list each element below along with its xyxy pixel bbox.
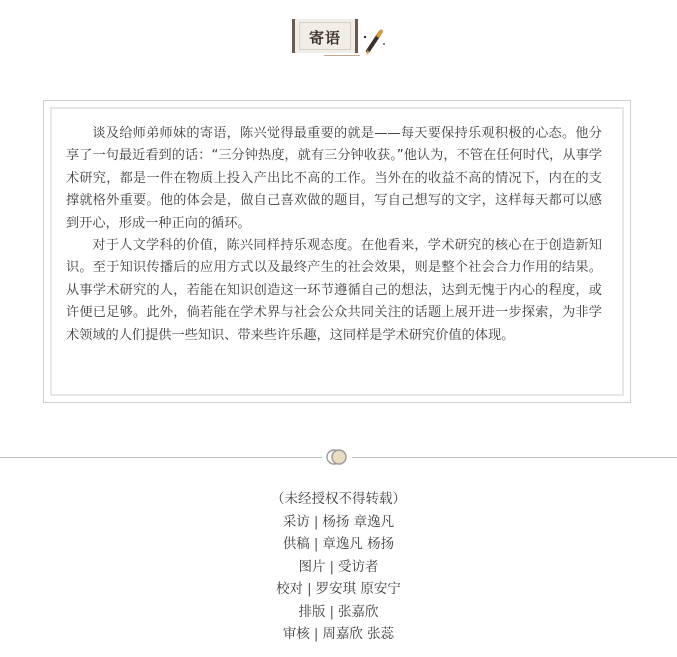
credit-names: 罗安琪 原安宁: [315, 581, 401, 597]
credit-line-photos: [0, 556, 677, 579]
credit-role: 采访: [282, 513, 310, 530]
title-underline: [324, 55, 360, 56]
credit-role: 排版: [298, 603, 326, 620]
credit-line-review: [0, 623, 677, 646]
credits: [0, 488, 677, 646]
credit-names: 周嘉欣 张蕊: [322, 626, 395, 642]
quote-paragraph-2: 对于人文学科的价值，陈兴同样持乐观态度。在他看来，学术研究的核心在于创造新知识。至于知识传播后的应用方式以及最终产生的社会效果，则是整个社会合力作用的结果。从事学术研究的人，若能在知识创造这一环节遵循自己的想法，达到无愧于内心的程度，或许便已足够。此外，倘若能在学术界与社会公众共同关注的话题上展开进一步探索，为非学术领域的人们提供一些知识、带来些许乐趣，这同样是学术研究价值的体现。: [66, 238, 602, 343]
credit-role: 校对: [276, 581, 304, 597]
copyright-notice: （未经授权不得转载）: [271, 491, 406, 507]
credit-separator: |: [313, 513, 319, 530]
credit-line-contribution: [0, 533, 677, 556]
divider-line-right: [352, 457, 677, 458]
section-header: [292, 19, 388, 57]
credit-line-proofreading: [0, 578, 677, 601]
pen-icon: [362, 29, 388, 57]
credit-names: 受访者: [338, 558, 379, 575]
divider-line-left: [0, 457, 322, 458]
credit-separator: |: [313, 536, 319, 552]
quote-box: [43, 100, 631, 403]
credit-line-layout: [0, 601, 677, 624]
circles-icon: [324, 448, 350, 466]
credit-names: 张嘉欣: [338, 603, 379, 620]
section-title: 寄语: [308, 29, 341, 47]
credit-names: 章逸凡 杨扬: [322, 536, 395, 552]
quote-text: [66, 123, 602, 347]
credit-separator: |: [329, 558, 335, 575]
quote-paragraph-1: 谈及给师弟师妹的寄语，陈兴觉得最重要的就是——每天要保持乐观积极的心态。他分享了一句最近看到的话：“三分钟热度，就有三分钟收获。”他认为，不管在任何时代，从事学术研究，都是一件在物质上投入产出比不高的工作。当外在的收益不高的情况下，内在的支撑就格外重要。他的体会是，做自己喜欢做的题目，写自己想写的文字，这样每天都可以感到开心，形成一种正向的循环。: [66, 126, 602, 231]
credit-role: 供稿: [282, 536, 310, 552]
credit-role: 审核: [282, 626, 310, 642]
credit-names: 杨扬 章逸凡: [322, 513, 395, 530]
title-badge: [292, 19, 358, 53]
credit-role: 图片: [298, 558, 326, 575]
credit-separator: |: [329, 603, 335, 620]
credit-line-interview: [0, 511, 677, 534]
credit-separator: |: [307, 581, 312, 597]
credit-separator: |: [313, 626, 319, 642]
